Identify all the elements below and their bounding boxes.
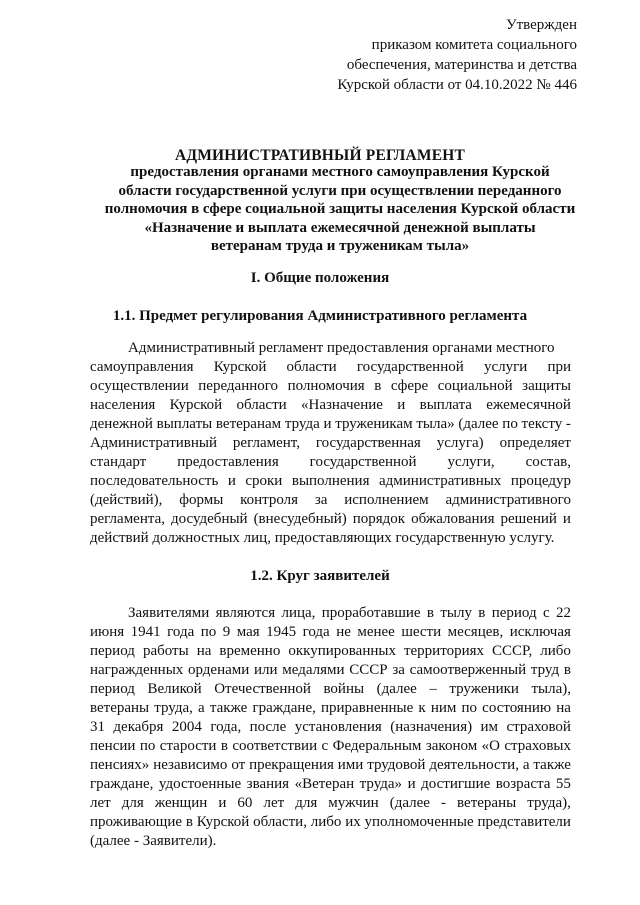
word: независимо (153, 757, 228, 773)
word: формы (179, 492, 224, 508)
word: в (478, 605, 486, 621)
word: - (565, 416, 571, 432)
word: полномочия (287, 378, 365, 394)
word: - (441, 795, 446, 811)
word: с (542, 605, 550, 621)
word: труда), (527, 795, 571, 811)
word: соответствии (232, 738, 318, 754)
word: государственной (356, 359, 464, 375)
word: представители (477, 814, 571, 830)
text-line (90, 472, 571, 491)
text-line (90, 680, 571, 699)
word: трудовой (367, 757, 426, 773)
word: услуга) (436, 435, 484, 451)
word: (далее (376, 681, 417, 697)
document-title: АДМИНИСТРАТИВНЫЙ РЕГЛАМЕНТ (174, 147, 466, 164)
word: социальной (437, 378, 513, 394)
word: страховой (506, 719, 571, 735)
document-subtitle (90, 163, 590, 256)
word: тыла), (531, 681, 571, 697)
word: работы (142, 643, 189, 659)
word: порядок (352, 511, 406, 527)
word: 1941 (130, 624, 161, 640)
word: сроки (245, 473, 283, 489)
word: период (90, 643, 135, 659)
word: приравненные (321, 700, 414, 716)
word: а (522, 757, 530, 773)
word: «Назначение (301, 397, 383, 413)
word: женщин (154, 795, 208, 811)
word: состав, (525, 454, 571, 470)
word: (далее (458, 416, 499, 432)
word: по (461, 700, 478, 716)
text-line (90, 756, 571, 775)
word: орденами (188, 662, 250, 678)
approval-line: приказом комитета социального (371, 37, 577, 53)
word: труженикам (335, 416, 413, 432)
text-line (90, 775, 571, 794)
word: труда, (154, 700, 193, 716)
paragraph-subject (90, 339, 571, 548)
word: также (209, 700, 248, 716)
word: на (556, 700, 571, 716)
word: тыла» (416, 416, 455, 432)
word: выплата (419, 397, 472, 413)
word: стандарт (90, 454, 147, 470)
word: состоянию (482, 700, 552, 716)
word: действий должностных лиц, предоставляющих государственную услугу. (90, 530, 555, 546)
section-heading-1-2: 1.2. Круг заявителей (250, 568, 390, 584)
word: проработавшие (321, 605, 421, 621)
section-heading-1-1: 1.1. Предмет регулирования Административного регламента (112, 308, 528, 324)
word: мая (236, 624, 260, 640)
word: труженики (449, 681, 519, 697)
text-line (90, 718, 571, 737)
word: лет (263, 795, 285, 811)
word: месяцев, (447, 624, 504, 640)
word: удостоенные (158, 776, 242, 792)
word: труд (530, 662, 560, 678)
word: года, (210, 719, 242, 735)
word: самоуправления (90, 359, 194, 375)
section-heading-general: I. Общие положения (250, 270, 390, 286)
approval-line: Курской области от 04.10.2022 № 446 (337, 77, 577, 93)
word: в (374, 378, 382, 394)
word: в (426, 605, 434, 621)
word: Курской (169, 397, 223, 413)
subtitle-line: ветеранам труда и труженикам тыла» (210, 238, 470, 254)
word: области (286, 359, 337, 375)
word: мужчин (328, 795, 379, 811)
word: Федеральным (332, 738, 422, 754)
word: возраста (495, 776, 551, 792)
word: тексту (521, 416, 563, 432)
word: для (295, 795, 318, 811)
word: достигшие (421, 776, 491, 792)
word: 1945 (266, 624, 297, 640)
word: области (236, 397, 287, 413)
word: и (227, 473, 236, 489)
word: ветераны (457, 795, 517, 811)
word: в (563, 662, 571, 678)
word: СССР (349, 662, 388, 678)
text-line (90, 737, 571, 756)
word: войны (323, 681, 365, 697)
text-line (90, 358, 571, 377)
word: период (90, 681, 135, 697)
word: для (121, 795, 144, 811)
text-line (90, 434, 571, 453)
word: уполномоченные (364, 814, 474, 830)
word: либо (310, 814, 342, 830)
word: регламента, (90, 511, 166, 527)
subtitle-line: «Назначение и выплата ежемесячной денежной выплаты (144, 219, 536, 236)
word: в (220, 738, 228, 754)
word: выплаты (156, 416, 213, 432)
text-line (90, 623, 571, 642)
word: выполнения (291, 473, 370, 489)
word: административного (445, 492, 571, 508)
word: граждане, (252, 700, 316, 716)
word: последовательность (90, 473, 219, 489)
word: защиты (522, 378, 571, 394)
word: Курской (196, 814, 250, 830)
word: старости (159, 738, 217, 754)
word: по (502, 416, 518, 432)
word: им (480, 719, 499, 735)
word: населения (90, 397, 156, 413)
text-line (90, 661, 571, 680)
word: а (198, 700, 205, 716)
subtitle-line: полномочия в сфере социальной защиты населения Курской области (104, 201, 576, 217)
text-line (90, 794, 571, 813)
word: при (547, 359, 571, 375)
word: от (231, 757, 246, 773)
approval-line: Утвержден (505, 17, 577, 33)
word: (далее - Заявители). (90, 833, 217, 849)
word: к (418, 700, 426, 716)
text-line (90, 813, 571, 832)
text-line (90, 529, 571, 548)
word: граждане, (90, 776, 154, 792)
word: процедур (510, 473, 571, 489)
word: Великой (147, 681, 202, 697)
word: 2004 (171, 719, 202, 735)
word: на (196, 643, 212, 659)
word: либо (540, 643, 571, 659)
word: лица, (281, 605, 316, 621)
word: (назначения) (390, 719, 473, 735)
word: ветераны (90, 700, 150, 716)
word: контроля (240, 492, 299, 508)
word: досудебный (171, 511, 248, 527)
word: 31 (90, 719, 105, 735)
word: Административный регламент предоставления органами местного (128, 340, 555, 356)
word: (внесудебный) (253, 511, 347, 527)
text-line (90, 604, 571, 623)
word: ежемесячной (486, 397, 571, 413)
word: осуществлении (90, 378, 189, 394)
word: в (185, 814, 193, 830)
word: административных (379, 473, 502, 489)
word: Заявителями (128, 605, 210, 621)
text-line (90, 491, 571, 510)
subtitle-line: предоставления органами местного самоуправления Курской (130, 164, 550, 180)
word: декабря (113, 719, 164, 735)
word: обжалования (411, 511, 495, 527)
word: по (139, 738, 156, 754)
word: 9 (222, 624, 231, 640)
word: СССР, (492, 643, 533, 659)
word: прекращения (249, 757, 334, 773)
word: 60 (237, 795, 253, 811)
word: Отечественной (214, 681, 311, 697)
word: Курской (213, 359, 267, 375)
word: медалями (282, 662, 345, 678)
word: денежной (90, 416, 153, 432)
word: проживающие (90, 814, 183, 830)
text-line (90, 453, 571, 472)
word: труда» (359, 776, 403, 792)
word: и (323, 416, 332, 432)
word: период (491, 605, 537, 621)
word: их (345, 814, 361, 830)
word: услуги (483, 359, 528, 375)
word: пенсии (90, 738, 136, 754)
word: государственная (315, 435, 421, 451)
word: Административный (90, 435, 218, 451)
word: временно (219, 643, 281, 659)
word: услуги, (447, 454, 495, 470)
word: государственной (309, 454, 417, 470)
word: с (321, 738, 329, 754)
word: ветеранам (215, 416, 282, 432)
word: – (429, 681, 437, 697)
text-line (90, 396, 571, 415)
word: менее (357, 624, 395, 640)
word: также (533, 757, 571, 773)
word: и (397, 397, 406, 413)
word: шести (401, 624, 442, 640)
word: или (254, 662, 278, 678)
word: за (392, 662, 405, 678)
word: по (200, 624, 217, 640)
text-line (90, 510, 571, 529)
word: определяет (499, 435, 571, 451)
word: после (249, 719, 287, 735)
word: не (336, 624, 351, 640)
word: переданного (198, 378, 279, 394)
word: (действий), (90, 492, 163, 508)
word: звания (246, 776, 290, 792)
word: самоотверженный (409, 662, 527, 678)
word: территориях (403, 643, 484, 659)
word: и (562, 511, 571, 527)
word: пенсиях» (90, 757, 150, 773)
word: деятельности, (429, 757, 519, 773)
word: 22 (555, 605, 571, 621)
word: оккупированных (288, 643, 396, 659)
word: «Ветеран (294, 776, 355, 792)
word: года (167, 624, 195, 640)
text-line (90, 377, 571, 396)
word: страховых (504, 738, 571, 754)
word: являются (215, 605, 276, 621)
word: ими (337, 757, 364, 773)
word: награжденных (90, 662, 184, 678)
word: регламент, (232, 435, 300, 451)
word: законом (425, 738, 478, 754)
word: 55 (555, 776, 571, 792)
paragraph-applicants (90, 604, 571, 851)
word: решений (500, 511, 557, 527)
word: тылу (440, 605, 472, 621)
word: предоставления (177, 454, 279, 470)
text-line (90, 832, 571, 851)
word: года (302, 624, 330, 640)
word: и (218, 795, 227, 811)
word: (далее (389, 795, 430, 811)
word: июня (90, 624, 125, 640)
word: ним (430, 700, 457, 716)
word: за (314, 492, 328, 508)
word: установления (294, 719, 382, 735)
word: лет (90, 795, 111, 811)
text-line (90, 339, 571, 358)
subtitle-line: области государственной услуги при осуществлении переданного (118, 182, 562, 199)
word: области, (253, 814, 307, 830)
text-line (90, 642, 571, 661)
text-line (90, 415, 571, 434)
word: и (407, 776, 416, 792)
word: труда (284, 416, 320, 432)
word: «О (481, 738, 500, 754)
approval-stamp (337, 15, 577, 95)
word: сфере (390, 378, 429, 394)
text-line (90, 699, 571, 718)
word: исключая (509, 624, 571, 640)
approval-line: обеспечения, материнства и детства (346, 57, 577, 73)
word: исполнением (344, 492, 429, 508)
